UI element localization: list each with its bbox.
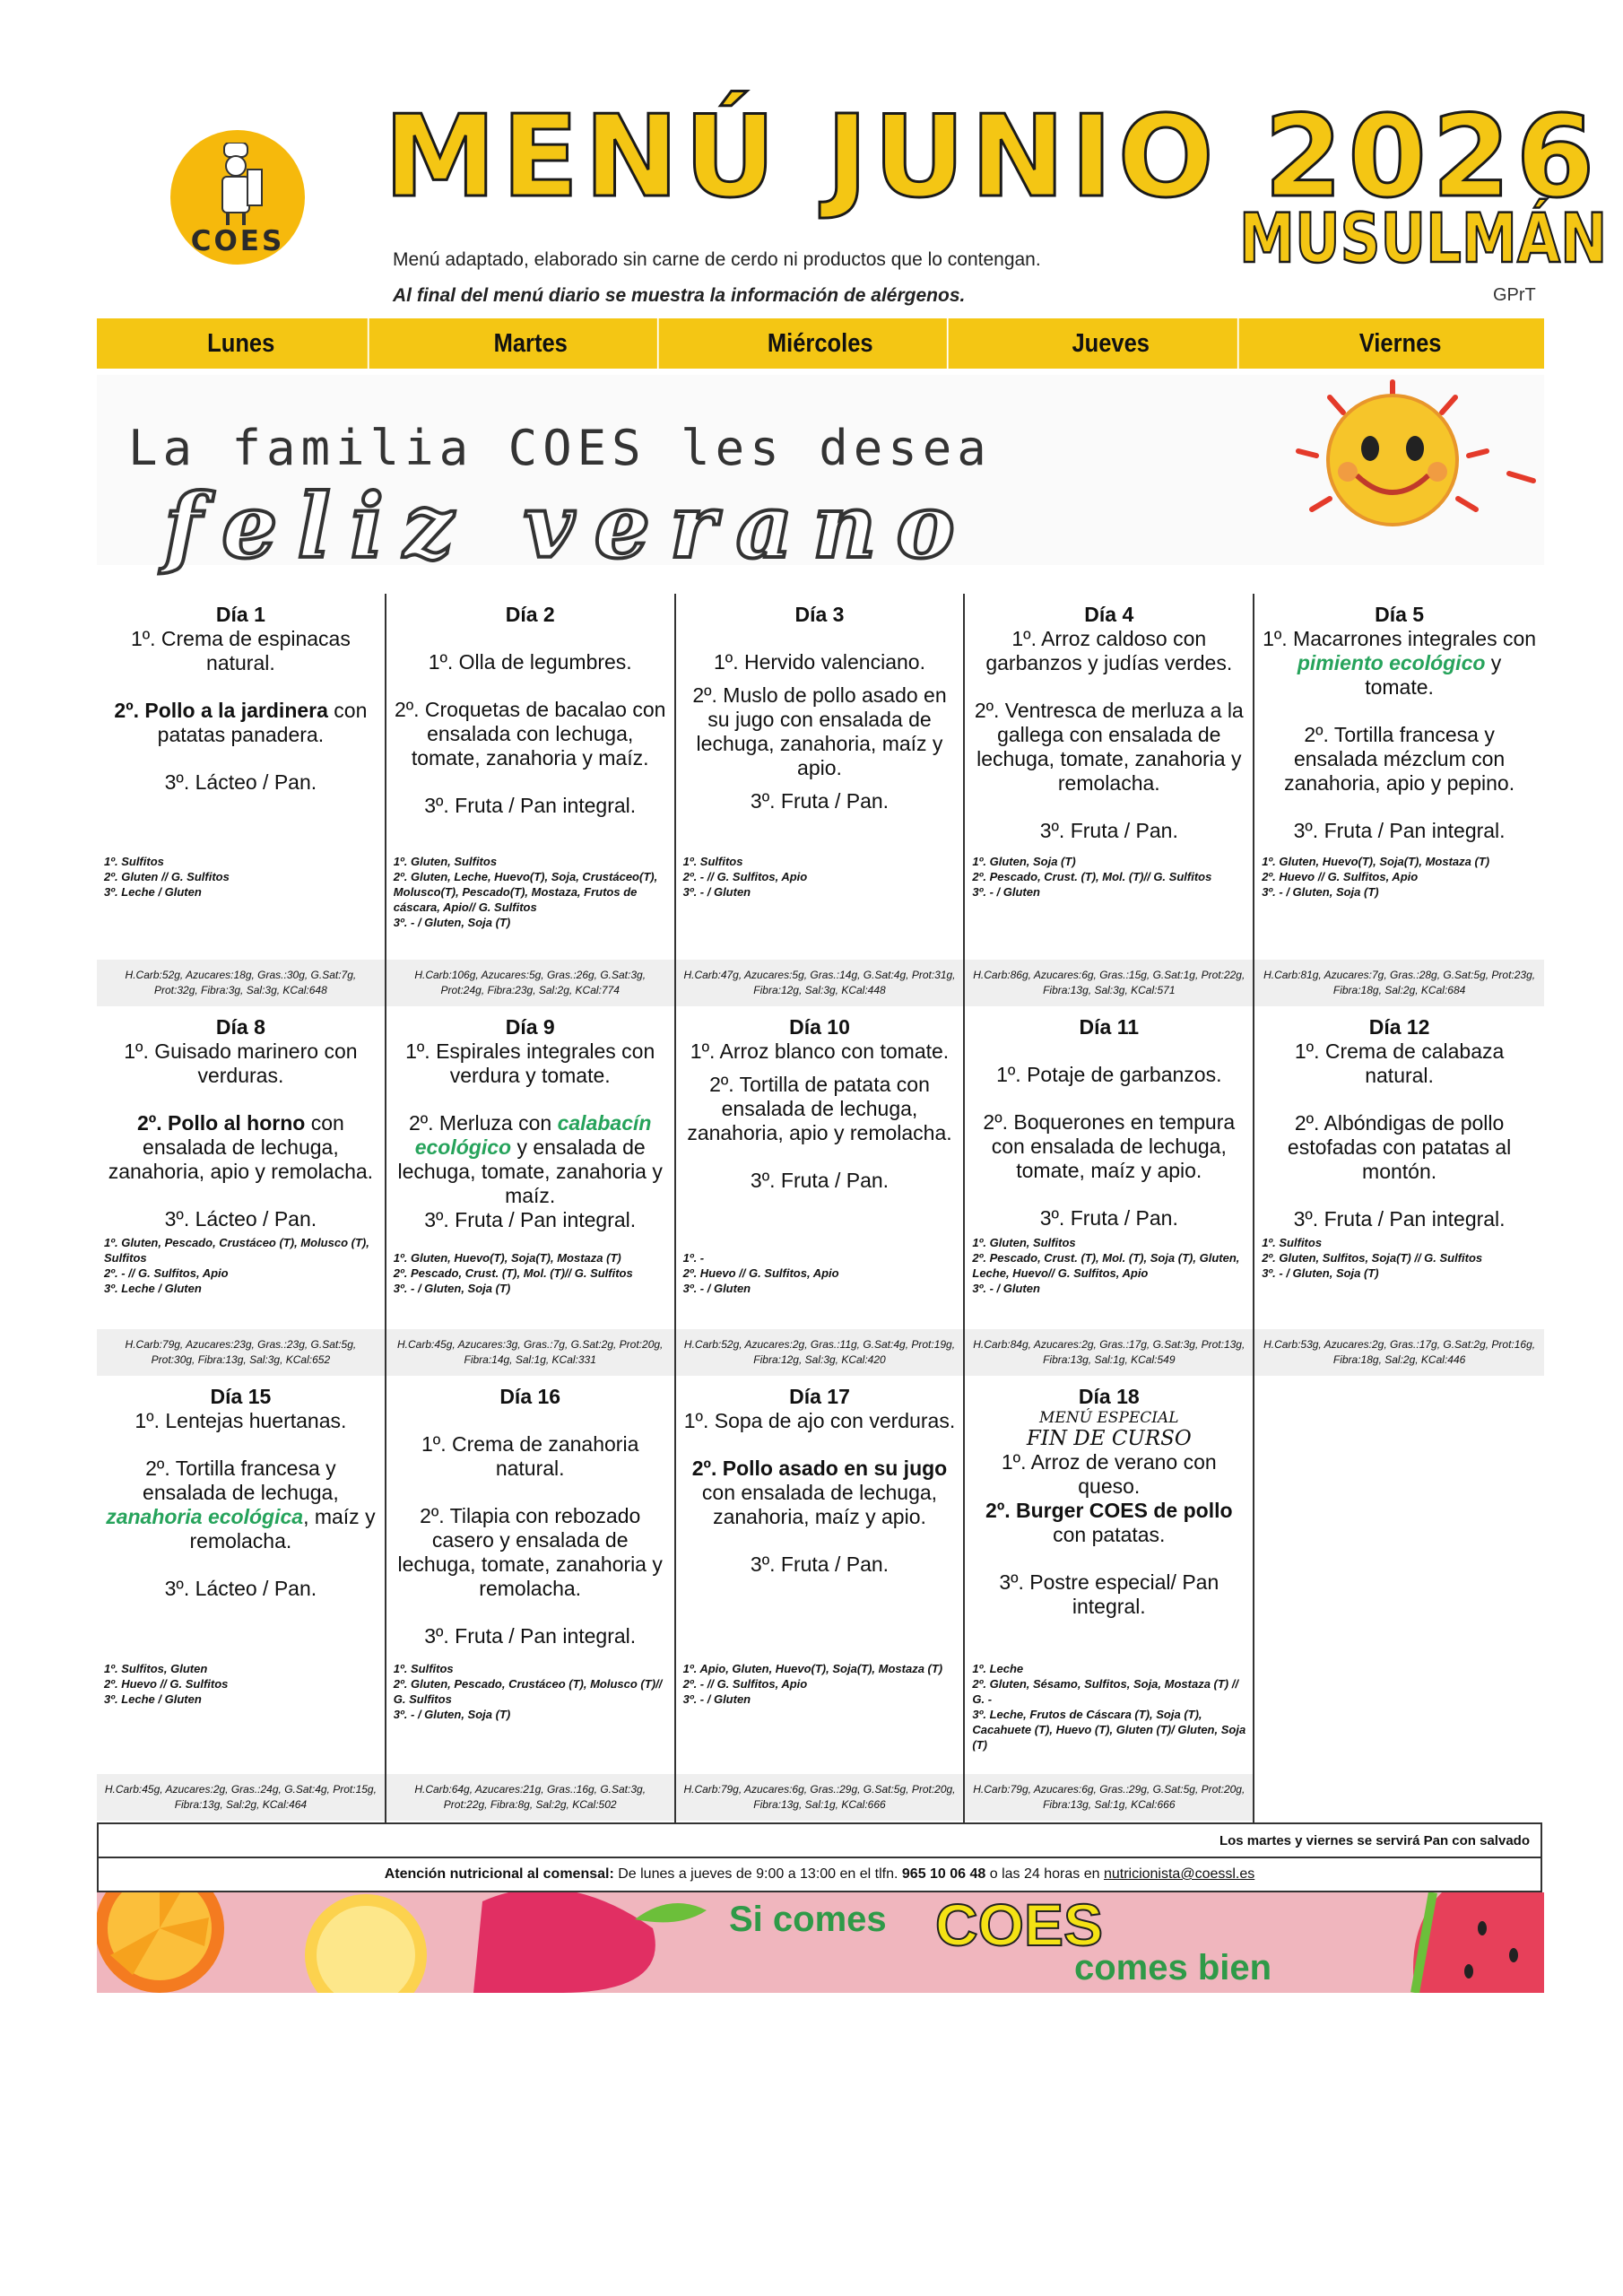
second-course-text: y ensalada de lechuga, tomate, zanahoria y maíz. — [397, 1135, 663, 1207]
special-menu-label: MENÚ ESPECIAL — [1038, 1409, 1179, 1427]
allergen-list — [394, 854, 669, 930]
day-title: Día 16 — [499, 1385, 561, 1408]
allergen-line: 1º. Gluten, Pescado, Crustáceo (T), Molusco (T), Sulfitos — [104, 1236, 369, 1265]
day-title: Día 11 — [1079, 1015, 1140, 1039]
allergen-list — [394, 1661, 669, 1722]
third-course: 3º. Fruta / Pan integral. — [424, 794, 637, 817]
day-cell — [97, 594, 386, 1006]
allergen-line: 3º. - / Gluten — [682, 1282, 751, 1295]
allergen-line: 2º. - // G. Sulfitos, Apio — [104, 1266, 229, 1280]
second-course-bold: 2º. Pollo asado en su jugo — [691, 1457, 948, 1480]
allergen-list — [972, 1235, 1247, 1296]
day-cell — [676, 1006, 966, 1376]
nutrition-info: H.Carb:45g, Azucares:3g, Gras.:7g, G.Sat:2g, Prot:20g, Fibra:14g, Sal:1g, KCal:331 — [386, 1329, 674, 1376]
first-course — [1262, 627, 1537, 700]
slogan-part1: Si comes — [729, 1900, 887, 1939]
second-course-rest: con ensalada de lechuga, zanahoria, apio y remolacha. — [108, 1111, 374, 1183]
allergen-line: 1º. Leche — [972, 1662, 1024, 1675]
logo-text: COES — [190, 225, 285, 257]
second-course-text: , maíz y remolacha. — [189, 1505, 376, 1552]
allergen-line: 1º. Gluten, Soja (T) — [972, 855, 1076, 868]
first-course: 1º. Guisado marinero con verduras. — [124, 1039, 358, 1087]
second-course: 2º. Croquetas de bacalao con ensalada con lechuga, tomate, zanahoria y maíz. — [394, 698, 666, 770]
third-course: 3º. Fruta / Pan. — [750, 789, 890, 813]
second-course-text: 2º. Merluza con — [408, 1111, 558, 1135]
day-title: Día 17 — [789, 1385, 850, 1408]
third-course: 3º. Lácteo / Pan. — [164, 1207, 317, 1231]
bread-note: Los martes y viernes se servirá Pan con salvado — [97, 1822, 1542, 1857]
first-course-text: 1º. Macarrones integrales con — [1263, 627, 1537, 650]
second-course — [394, 1111, 667, 1208]
day-cell — [386, 594, 676, 1006]
allergen-line: 2º. Pescado, Crust. (T), Mol. (T), Soja (T), Gluten, Leche, Huevo// G. Sulfitos, Apio — [972, 1251, 1240, 1280]
allergen-line: 3º. - / Gluten — [682, 885, 751, 899]
weekday-label: Lunes — [114, 318, 369, 369]
allergen-line: 1º. Gluten, Huevo(T), Soja(T), Mostaza (T) — [1262, 855, 1490, 868]
page-subtitle: MUSULMÁN — [1239, 198, 1608, 278]
day-title: Día 18 — [1078, 1385, 1140, 1408]
week-row — [97, 1006, 1544, 1376]
day-cell — [965, 1376, 1254, 1822]
second-course: 2º. Albóndigas de pollo estofadas con patatas al montón. — [1287, 1111, 1512, 1183]
first-course-text: y tomate. — [1365, 651, 1502, 699]
allergen-list — [972, 854, 1247, 900]
nutrition-info: H.Carb:52g, Azucares:18g, Gras.:30g, G.Sat:7g, Prot:32g, Fibra:3g, Sal:3g, KCal:648 — [97, 960, 385, 1006]
third-course: 3º. Fruta / Pan. — [1039, 1206, 1178, 1230]
allergen-line: 3º. Leche, Frutos de Cáscara (T), Soja (T), Cacahuete (T), Huevo (T), Gluten (T)/ Gluten, Soja (T) — [972, 1708, 1246, 1752]
second-course-bold: 2º. Burger COES de pollo — [985, 1499, 1233, 1522]
second-course: 2º. Tortilla de patata con ensalada de lechuga, zanahoria, apio y remolacha. — [687, 1073, 952, 1144]
allergen-line: 2º. Gluten, Sésamo, Sulfitos, Soja, Mostaza (T) // G. - — [972, 1677, 1238, 1706]
slogan-brand: COES — [935, 1892, 1104, 1958]
contact-label: Atención nutricional al comensal: — [384, 1866, 614, 1882]
allergen-list — [683, 1661, 959, 1707]
allergen-list — [1262, 1235, 1539, 1281]
allergen-list — [104, 1661, 379, 1707]
child-chef-icon — [208, 143, 265, 225]
slogan-part2: comes bien — [1074, 1948, 1272, 1987]
weekday-label: Miércoles — [694, 318, 949, 369]
second-course — [104, 1111, 378, 1184]
first-course: 1º. Sopa de ajo con verduras. — [683, 1409, 956, 1432]
contact-line — [97, 1857, 1542, 1892]
first-course: 1º. Espirales integrales con verdura y tomate. — [405, 1039, 655, 1087]
third-course: 3º. Fruta / Pan. — [1039, 819, 1178, 842]
second-course — [972, 1499, 1245, 1547]
allergen-line: 3º. Leche / Gluten — [104, 1282, 202, 1295]
first-course: 1º. Olla de legumbres. — [428, 650, 632, 674]
day-title: Día 2 — [505, 603, 555, 626]
allergen-line: 1º. - — [682, 1251, 705, 1265]
allergen-line: 3º. - / Gluten, Soja (T) — [393, 916, 511, 929]
second-course-text: 2º. Tortilla francesa y ensalada de lechuga, — [143, 1457, 339, 1504]
day-cell — [386, 1376, 676, 1822]
allergen-line: 1º. Sulfitos — [104, 855, 164, 868]
allergen-line: 3º. - / Gluten, Soja (T) — [1262, 1266, 1379, 1280]
nutrition-info: H.Carb:64g, Azucares:21g, Gras.:16g, G.Sat:3g, Prot:22g, Fibra:8g, Sal:2g, KCal:502 — [386, 1774, 674, 1821]
weekday-header — [97, 318, 1544, 369]
day-title: Día 5 — [1375, 603, 1425, 626]
day-title: Día 9 — [505, 1015, 555, 1039]
nutrition-info: H.Carb:52g, Azucares:2g, Gras.:11g, G.Sat:4g, Prot:19g, Fibra:12g, Sal:3g, KCal:420 — [676, 1329, 964, 1376]
nutrition-info: H.Carb:45g, Azucares:2g, Gras.:24g, G.Sat:4g, Prot:15g, Fibra:13g, Sal:2g, KCal:464 — [97, 1774, 385, 1821]
second-course-bold: 2º. Pollo a la jardinera — [114, 699, 328, 722]
week-row — [97, 594, 1544, 1006]
summer-banner — [97, 375, 1544, 578]
day-cell — [386, 1006, 676, 1376]
allergen-line: 2º. Huevo // G. Sulfitos — [104, 1677, 229, 1691]
contact-phone: 965 10 06 48 — [901, 1866, 986, 1882]
eco-ingredient: pimiento ecológico — [1297, 651, 1486, 674]
day-cell — [97, 1376, 386, 1822]
second-course — [104, 699, 378, 747]
allergen-list — [104, 854, 379, 900]
coes-logo — [170, 130, 305, 265]
day-cell — [965, 1006, 1254, 1376]
third-course: 3º. Fruta / Pan integral. — [1293, 1207, 1506, 1231]
contact-text: o las 24 horas en — [985, 1866, 1104, 1882]
allergen-line: 1º. Sulfitos, Gluten — [104, 1662, 208, 1675]
second-course — [683, 1457, 957, 1529]
third-course: 3º. Fruta / Pan integral. — [1293, 819, 1506, 842]
second-course: 2º. Tilapia con rebozado casero y ensalada de lechuga, tomate, zanahoria y remolacha. — [397, 1504, 663, 1600]
allergen-line: 2º. Gluten, Sulfitos, Soja(T) // G. Sulfitos — [1262, 1251, 1483, 1265]
eco-ingredient: calabacín ecológico — [414, 1111, 652, 1159]
allergen-line: 2º. - // G. Sulfitos, Apio — [682, 1677, 808, 1691]
day-title: Día 10 — [789, 1015, 850, 1039]
day-cell — [1254, 594, 1544, 1006]
weekday-label: Martes — [404, 318, 659, 369]
allergen-line: 1º. Gluten, Sulfitos — [393, 855, 498, 868]
day-title: Día 8 — [215, 1015, 265, 1039]
weekday-label: Viernes — [1358, 328, 1442, 358]
allergen-line: 2º. Huevo // G. Sulfitos, Apio — [682, 1266, 839, 1280]
nutrition-info: H.Carb:79g, Azucares:6g, Gras.:29g, G.Sat:5g, Prot:20g, Fibra:13g, Sal:1g, KCal:666 — [965, 1774, 1253, 1821]
allergen-list — [683, 1250, 959, 1296]
third-course: 3º. Lácteo / Pan. — [164, 1577, 317, 1600]
banner-wish: feliz verano — [164, 475, 975, 578]
day-title: Día 1 — [215, 603, 265, 626]
allergen-line: 2º. Gluten // G. Sulfitos — [104, 870, 230, 883]
third-course: 3º. Fruta / Pan integral. — [424, 1208, 637, 1231]
allergen-line: 2º. Pescado, Crust. (T), Mol. (T)// G. Sulfitos — [393, 1266, 633, 1280]
allergen-line: 3º. - / Gluten, Soja (T) — [1262, 885, 1379, 899]
day-title: Día 15 — [210, 1385, 272, 1408]
nutrition-info: H.Carb:86g, Azucares:6g, Gras.:15g, G.Sat:1g, Prot:22g, Fibra:13g, Sal:3g, KCal:571 — [965, 960, 1253, 1006]
allergen-line: 1º. Sulfitos — [1262, 1236, 1323, 1249]
third-course: 3º. Postre especial/ Pan integral. — [999, 1570, 1219, 1618]
second-course — [104, 1457, 378, 1553]
nutrition-info: H.Carb:106g, Azucares:5g, Gras.:26g, G.Sat:3g, Prot:24g, Fibra:23g, Sal:2g, KCal:774 — [386, 960, 674, 1006]
second-course-rest: con ensalada de lechuga, zanahoria, maíz y apio. — [701, 1481, 938, 1528]
allergen-line: 3º. - / Gluten — [972, 1282, 1040, 1295]
allergen-list — [1262, 854, 1539, 900]
allergen-note: Al final del menú diario se muestra la información de alérgenos. — [393, 285, 966, 306]
first-course: 1º. Crema de espinacas natural. — [130, 627, 351, 674]
allergen-line: 3º. Leche / Gluten — [104, 885, 202, 899]
nutrition-info: H.Carb:53g, Azucares:2g, Gras.:17g, G.Sat:2g, Prot:16g, Fibra:18g, Sal:2g, KCal:446 — [1254, 1329, 1544, 1376]
first-course: 1º. Crema de calabaza natural. — [1294, 1039, 1505, 1087]
menu-grid — [97, 594, 1544, 1822]
banner-greeting: La familia COES les desea — [128, 420, 992, 476]
empty-day-cell — [1254, 1376, 1544, 1822]
allergen-line: 1º. Sulfitos — [393, 1662, 454, 1675]
first-course: 1º. Potaje de garbanzos. — [996, 1063, 1222, 1086]
day-cell — [676, 1376, 966, 1822]
sun-icon — [1245, 375, 1541, 565]
end-of-course-label: FIN DE CURSO — [1026, 1427, 1192, 1450]
week-row — [97, 1376, 1544, 1822]
allergen-line: 1º. Gluten, Sulfitos — [972, 1236, 1076, 1249]
second-course: 2º. Muslo de pollo asado en su jugo con ensalada de lechuga, zanahoria, maíz y apio. — [692, 683, 947, 779]
day-cell — [676, 594, 966, 1006]
allergen-line: 2º. Gluten, Leche, Huevo(T), Soja, Crustáceo(T), Molusco(T), Pescado(T), Mostaza, Frutos de cáscara, Apio// G. Sulfitos — [393, 870, 658, 914]
nutrition-info: H.Carb:79g, Azucares:6g, Gras.:29g, G.Sat:5g, Prot:20g, Fibra:13g, Sal:1g, KCal:666 — [676, 1774, 964, 1821]
third-course: 3º. Fruta / Pan integral. — [424, 1624, 637, 1648]
allergen-list — [394, 1250, 669, 1296]
allergen-line: 1º. Gluten, Huevo(T), Soja(T), Mostaza (T) — [393, 1251, 621, 1265]
third-course: 3º. Lácteo / Pan. — [164, 770, 317, 794]
nutrition-info: H.Carb:81g, Azucares:7g, Gras.:28g, G.Sat:5g, Prot:23g, Fibra:18g, Sal:2g, KCal:684 — [1254, 960, 1544, 1006]
second-course: 2º. Boquerones en tempura con ensalada de lechuga, tomate, maíz y apio. — [983, 1110, 1236, 1182]
day-cell — [965, 594, 1254, 1006]
page-title: MENÚ JUNIO 2026 — [384, 91, 1601, 222]
allergen-list — [972, 1661, 1247, 1752]
nutrition-info: H.Carb:84g, Azucares:2g, Gras.:17g, G.Sat:3g, Prot:13g, Fibra:13g, Sal:1g, KCal:549 — [965, 1329, 1253, 1376]
second-course-rest: con patatas panadera. — [157, 699, 368, 746]
allergen-line: 2º. Huevo // G. Sulfitos, Apio — [1262, 870, 1419, 883]
first-course: 1º. Lentejas huertanas. — [135, 1409, 347, 1432]
second-course-rest: con patatas. — [1053, 1523, 1166, 1546]
slogan-banner — [97, 1892, 1544, 1993]
first-course: 1º. Hervido valenciano. — [714, 650, 925, 674]
third-course: 3º. Fruta / Pan. — [750, 1552, 890, 1576]
allergen-line: 2º. Pescado, Crust. (T), Mol. (T)// G. Sulfitos — [972, 870, 1212, 883]
third-course: 3º. Fruta / Pan. — [750, 1169, 890, 1192]
contact-text: De lunes a jueves de 9:00 a 13:00 en el tlfn. — [613, 1866, 902, 1882]
second-course: 2º. Tortilla francesa y ensalada mézclum con zanahoria, apio y pepino. — [1284, 723, 1515, 795]
nutrition-info: H.Carb:47g, Azucares:5g, Gras.:14g, G.Sat:4g, Prot:31g, Fibra:12g, Sal:3g, KCal:448 — [676, 960, 964, 1006]
second-course-bold: 2º. Pollo al horno — [137, 1111, 306, 1135]
menu-note: Menú adaptado, elaborado sin carne de cerdo ni productos que lo contengan. — [393, 249, 1041, 270]
allergen-line: 3º. - / Gluten — [682, 1692, 751, 1706]
nutrition-info: H.Carb:79g, Azucares:23g, Gras.:23g, G.Sat:5g, Prot:30g, Fibra:13g, Sal:3g, KCal:652 — [97, 1329, 385, 1376]
second-course: 2º. Ventresca de merluza a la gallega con ensalada de lechuga, tomate, zanahoria y remolacha. — [974, 699, 1244, 795]
contact-email-link[interactable]: nutricionista@coessl.es — [1103, 1866, 1255, 1882]
allergen-line: 1º. Apio, Gluten, Huevo(T), Soja(T), Mostaza (T) — [682, 1662, 943, 1675]
allergen-line: 3º. - / Gluten, Soja (T) — [393, 1708, 511, 1721]
first-course: 1º. Arroz caldoso con garbanzos y judías verdes. — [985, 627, 1233, 674]
allergen-line: 3º. - / Gluten, Soja (T) — [393, 1282, 511, 1295]
document-code: GPrT — [1493, 285, 1536, 305]
allergen-line: 2º. - // G. Sulfitos, Apio — [682, 870, 808, 883]
allergen-line: 1º. Sulfitos — [682, 855, 743, 868]
allergen-line: 3º. - / Gluten — [972, 885, 1040, 899]
first-course: 1º. Crema de zanahoria natural. — [421, 1432, 639, 1480]
day-title: Día 4 — [1084, 603, 1134, 626]
eco-ingredient: zanahoria ecológica — [106, 1505, 304, 1528]
allergen-list — [104, 1235, 379, 1296]
allergen-line: 2º. Gluten, Pescado, Crustáceo (T), Molusco (T)// G. Sulfitos — [393, 1677, 663, 1706]
day-cell — [97, 1006, 386, 1376]
day-title: Día 3 — [794, 603, 845, 626]
allergen-list — [683, 854, 959, 900]
weekday-label: Jueves — [984, 318, 1238, 369]
day-title: Día 12 — [1368, 1015, 1430, 1039]
day-cell — [1254, 1006, 1544, 1376]
first-course: 1º. Arroz blanco con tomate. — [690, 1039, 950, 1063]
first-course: 1º. Arroz de verano con queso. — [1001, 1450, 1217, 1498]
allergen-line: 3º. Leche / Gluten — [104, 1692, 202, 1706]
